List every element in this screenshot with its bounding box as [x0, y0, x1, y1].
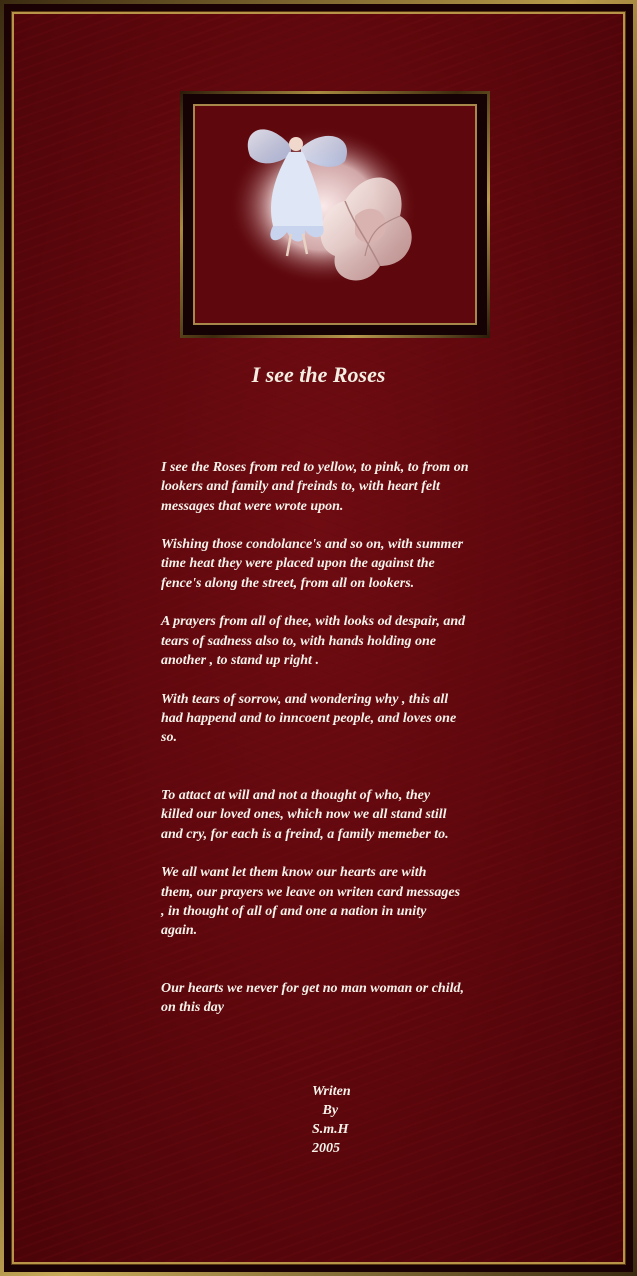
- fairy-on-rose-image: [193, 104, 477, 325]
- poem-stanza: To attact at will and not a thought of who, they killed our loved ones, which now we all stand still and cry, for each is a freind, a family memeber to.: [161, 788, 449, 842]
- fairy-rose-illustration: [195, 106, 465, 313]
- signature-line: S.m.H: [312, 1122, 349, 1137]
- poem-stanza: With tears of sorrow, and wondering why , this all had happend and to inncoent people, and loves one so.: [161, 691, 457, 746]
- signature-year: 2005: [312, 1141, 340, 1156]
- poem-stanza: We all want let them know our hearts are with them, our prayers we leave on writen card messages , in thought of all of and one a nation in unity again.: [161, 865, 461, 939]
- picture-mat: [183, 94, 487, 335]
- poem-body: [161, 458, 541, 1037]
- page-panel: [12, 12, 625, 1264]
- page-title: I see the Roses: [251, 362, 386, 387]
- signature-line: Writen: [312, 1084, 351, 1099]
- signature-line: By: [322, 1103, 339, 1118]
- poem-stanza: I see the Roses from red to yellow, to pink, to from on lookers and family and freinds to, with heart felt messages that were wrote upon.: [161, 460, 469, 514]
- poem-stanza: Wishing those condolance's and so on, with summer time heat they were placed upon the against the fence's along the street, from all on lookers.: [161, 537, 464, 591]
- author-signature: [312, 1082, 351, 1158]
- poem-stanza: Our hearts we never for get no man woman or child, on this day: [161, 981, 464, 1016]
- poem-stanza: A prayers from all of thee, with looks od despair, and tears of sadness also to, with hands holding one another , to stand up right .: [161, 614, 466, 668]
- frame-border: [4, 4, 633, 1272]
- picture-frame: [180, 91, 490, 338]
